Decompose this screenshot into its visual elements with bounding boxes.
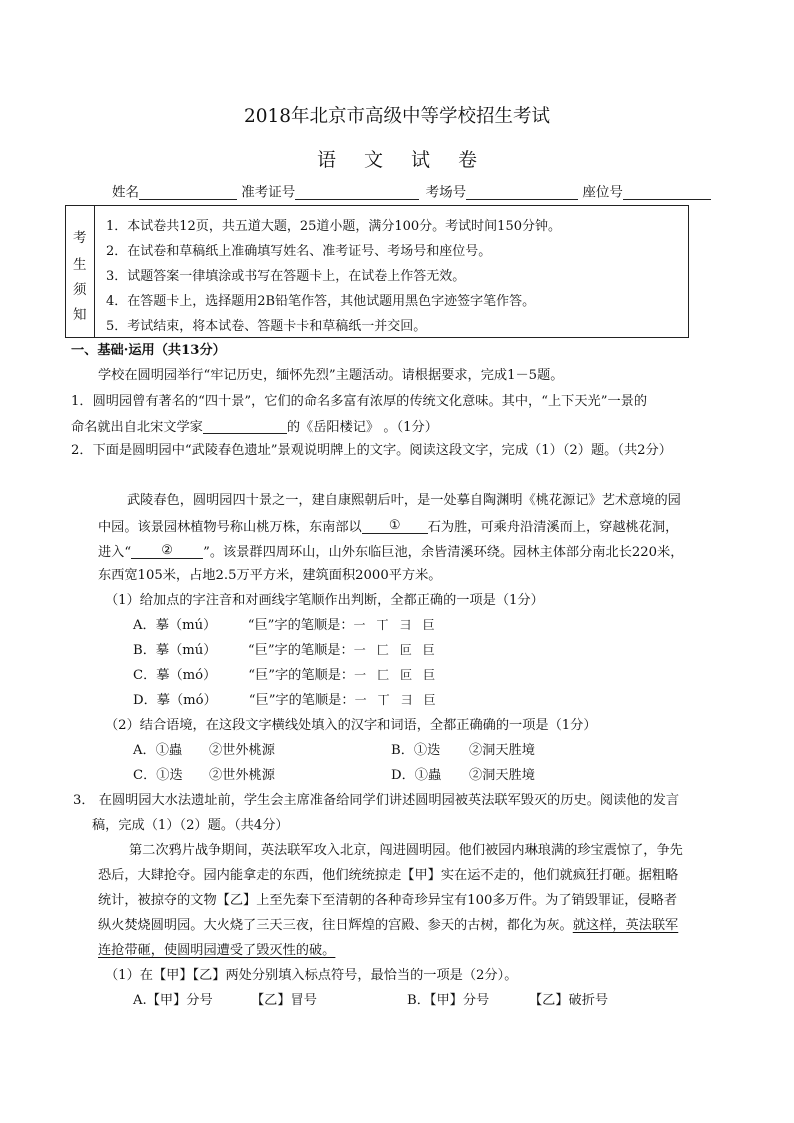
choice-a-second: 【乙】冒号 — [251, 993, 317, 1008]
choice-b-word: ②洞天胜境 — [469, 743, 535, 758]
seat-blank[interactable] — [623, 185, 711, 200]
stroke-step: 叵 — [399, 643, 412, 657]
notice-item: 3．试题答案一律填涂或书写在答题卡上，在试卷上作答无效。 — [106, 269, 466, 284]
notice-item: 2．在试卷和草稿纸上准确填写姓名、准考证号、考场号和座位号。 — [106, 244, 492, 259]
q1-line2 — [71, 419, 438, 434]
q2-passage-line — [98, 544, 683, 559]
stroke-step: 丅 — [377, 693, 390, 707]
stroke-step: 巨 — [422, 643, 435, 657]
q3-passage-line: 统计，被掠夺的文物【乙】上至先秦下至清朝的各种奇珍异宝有100多万件。为了销毁罪证，侵略者 — [98, 893, 678, 908]
notice-label-char: 生 — [73, 257, 87, 273]
q3-passage-line — [98, 919, 678, 932]
stroke-step: 巨 — [422, 618, 435, 632]
name-label: 姓名 — [112, 184, 139, 201]
option-pinyin: 摹（mó） — [156, 693, 217, 708]
q2-stem: 2．下面是圆明园中“武陵春色遗址”景观说明牌上的文字。阅读这段文字，完成（1）（2）题。（共2分） — [71, 443, 672, 458]
stroke-label: “巨”字的笔顺是： — [247, 643, 354, 658]
notice-item: 5．考试结束，将本试卷、答题卡卡和草稿纸一并交回。 — [106, 319, 427, 334]
q3-passage-line: 第二次鸦片战争期间，英法联军攻入北京，闯进圆明园。他们被园内琳琅满的珍宝震惊了，争先 — [129, 843, 683, 858]
q2-passage-line — [98, 519, 678, 534]
q1-text: 命名就出自北宋文学家 — [71, 419, 203, 435]
stroke-step: 彐 — [399, 618, 412, 632]
q3-stem-line2: 稿，完成（1）（2）题。（共4分） — [92, 818, 289, 833]
passage-text: 石为胜，可乘舟沿清溪而上，穿越桃花洞， — [427, 519, 679, 535]
exam-id-label: 准考证号 — [241, 184, 296, 201]
stroke-step: 一 — [354, 693, 367, 707]
stroke-step: 丅 — [376, 618, 389, 632]
passage-text: 进入“ — [98, 544, 132, 560]
underlined-sentence: 连抢带砸，使圆明园遭受了毁灭性的破。 — [98, 943, 336, 958]
room-blank[interactable] — [466, 185, 578, 200]
choice-a-word: ②世外桃源 — [209, 743, 275, 758]
q1-text: 的《岳阳楼记》 。（1分） — [286, 419, 438, 435]
section-heading: 一、基础·运用（共13分） — [71, 343, 226, 358]
stroke-step: 一 — [353, 643, 366, 657]
blank-1 — [362, 519, 428, 534]
stroke-step: 一 — [354, 668, 367, 682]
stroke-label: “巨”字的笔顺是： — [247, 618, 354, 633]
q2-option-d[interactable] — [133, 694, 447, 707]
blank-1-mark: ① — [388, 518, 401, 533]
blank-2 — [131, 544, 203, 559]
name-blank[interactable] — [139, 185, 237, 200]
q2-option-a[interactable] — [133, 619, 446, 632]
stroke-label: “巨”字的笔顺是： — [248, 668, 355, 683]
notice-label-char: 考 — [73, 230, 87, 246]
choice-c[interactable]: C．①迭 — [133, 768, 183, 783]
option-pinyin: 摹（mú） — [155, 618, 217, 633]
section-intro: 学校在圆明园举行“牢记历史，缅怀先烈”主题活动。请根据要求，完成1－5题。 — [98, 368, 564, 383]
q2-choice-row — [133, 769, 535, 782]
stroke-step: 叵 — [400, 668, 413, 682]
stroke-label: “巨”字的笔顺是： — [248, 693, 355, 708]
q1-answer-blank[interactable] — [203, 419, 287, 434]
stroke-step: 一 — [353, 618, 366, 632]
choice-d-word: ②洞天胜境 — [469, 768, 535, 783]
q2-sub2: （2）结合语境，在这段文字横线处填入的汉字和词语，全都正确确的一项是（1分） — [105, 718, 597, 733]
choice-d[interactable]: D．①蟲 — [391, 768, 442, 783]
q2-passage-line: 东西宽105米，占地2.5万平方米，建筑面积2000平方米。 — [98, 568, 442, 583]
option-letter: C． — [133, 668, 157, 683]
choice-b[interactable]: B．①迭 — [391, 743, 441, 758]
stroke-step: 匚 — [376, 643, 389, 657]
option-letter: D． — [133, 693, 157, 708]
stroke-step: 巨 — [423, 668, 436, 682]
q2-passage-line: 武陵春色，圆明园四十景之一，建自康熙朝后叶，是一处摹自陶渊明《桃花源记》艺术意境的园 — [127, 493, 681, 508]
blank-2-mark: ② — [161, 543, 174, 558]
stroke-step: 匚 — [377, 668, 390, 682]
underlined-sentence: 就这样，英法联军 — [572, 918, 679, 933]
choice-c-word: ②世外桃源 — [209, 768, 275, 783]
q1-line1: 1．圆明园曾有著名的“四十景”，它们的命名多富有浓厚的传统文化意味。其中，“上下天光”一景的 — [71, 394, 648, 409]
q2-option-c[interactable] — [133, 669, 446, 682]
choice-b-second: 【乙】破折号 — [529, 993, 609, 1008]
passage-text: 中园。该景园林植物号称山桃万株，东南部以 — [98, 519, 362, 535]
option-letter: B． — [133, 643, 156, 658]
choice-b[interactable]: B．【甲】分号 — [407, 993, 490, 1008]
notice-item: 4．在答题卡上，选择题用2B铅笔作答，其他试题用黑色字迹签字笔作答。 — [106, 294, 536, 309]
q2-sub1: （1）给加点的字注音和对画线字笔顺作出判断，全都正确的一项是（1分） — [105, 593, 544, 608]
room-label: 考场号 — [425, 184, 467, 201]
q3-stem-line1: 3． 在圆明园大水法遗址前，学生会主席准备给同学们讲述圆明园被英法联军毁灭的历史。阅读他的发言 — [73, 793, 680, 808]
exam-subtitle: 语文试卷 — [316, 149, 505, 171]
notice-label-char: 须 — [73, 282, 87, 298]
exam-title: 2018年北京市高级中等学校招生考试 — [243, 106, 551, 127]
seat-label: 座位号 — [582, 184, 623, 201]
notice-label-char: 知 — [73, 307, 87, 323]
option-pinyin: 摹（mú） — [155, 643, 217, 658]
stroke-step: 巨 — [423, 693, 436, 707]
notice-label — [66, 206, 95, 337]
choice-a[interactable]: A.【甲】分号 — [133, 993, 213, 1008]
q3-choice-row — [133, 994, 608, 1007]
option-letter: A． — [133, 618, 156, 633]
q2-option-b[interactable] — [133, 644, 446, 657]
stroke-step: 彐 — [400, 693, 413, 707]
passage-text: ”。该景群四周环山，山外东临巨池，余皆清溪环绕。园林主体部分南北长220米， — [203, 544, 684, 560]
passage-text: 纵火焚烧圆明园。大火烧了三天三夜，往日辉煌的宫殿、参天的古树，都化为灰。 — [98, 918, 573, 933]
candidate-notice-box — [65, 205, 689, 338]
q3-passage-line: 恐后，大肆抢夺。园内能拿走的东西，他们统统掠走【甲】实在运不走的，他们就疯狂打砸。据粗略 — [98, 868, 679, 883]
option-pinyin: 摹（mó） — [156, 668, 217, 683]
q3-sub1: （1）在【甲】【乙】两处分别填入标点符号，最恰当的一项是（2分）。 — [105, 968, 518, 983]
candidate-info-line — [112, 185, 711, 200]
choice-a[interactable]: A．①蟲 — [133, 743, 183, 758]
exam-id-blank[interactable] — [295, 185, 419, 200]
q2-choice-row — [133, 744, 535, 757]
notice-item: 1．本试卷共12页，共五道大题，25道小题，满分100分。考试时间150分钟。 — [106, 219, 561, 234]
